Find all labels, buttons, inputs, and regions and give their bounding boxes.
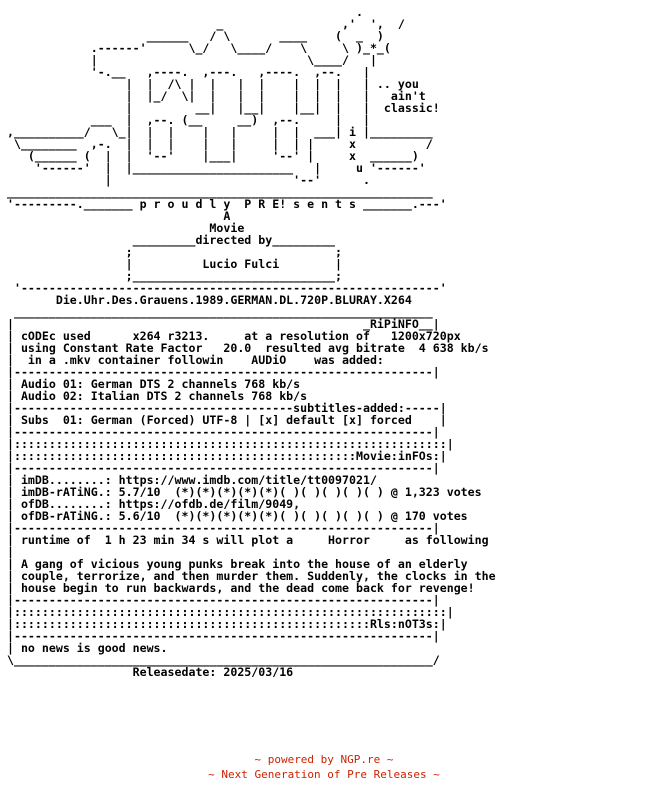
nfo-line: ______ / \ ____ ( _ ): [0, 29, 384, 43]
nfo-line: |------------------------------------------------------------|: [0, 521, 440, 535]
nfo-line: | Lucio Fulci |: [0, 257, 343, 271]
nfo-line: | imDB........: https://www.imdb.com/title/tt0097021/: [0, 473, 377, 487]
nfo-line: | | /\ | | | | | | | | .. you: [0, 77, 419, 91]
nfo-line: | ofDB........: https://ofdb.de/film/9049,: [0, 497, 301, 511]
nfo-line: ; ;: [0, 245, 343, 259]
nfo-line: | __| |__| |__| | | classic!: [0, 101, 440, 115]
nfo-line: _________directed by_________: [0, 233, 336, 247]
nfo-line: | no news is good news.: [0, 641, 168, 655]
nfo-line: |------------------------------------------------------------|: [0, 593, 440, 607]
nfo-line: ;_____________________________;: [0, 269, 343, 283]
nfo-line: | couple, terrorize, and then murder them. Suddenly, the clocks in the: [0, 569, 496, 583]
nfo-line: |------------------------------------------------------------|: [0, 629, 440, 643]
nfo-line: .: [0, 5, 363, 19]
nfo-line: ___ | ,--. (__ __) ,--. | |: [0, 113, 370, 127]
nfo-line: |::::::::::::::::::::::::::::::::::::::::::::::::::::::::::::::|: [0, 605, 454, 619]
nfo-line: .------' \_/ \____/ \ \ )_*_(: [0, 41, 391, 55]
nfo-line: |------------------------------------------------------------|: [0, 461, 440, 475]
nfo-line: _ ,' ', /: [0, 17, 405, 31]
nfo-line: Die.Uhr.Des.Grauens.1989.GERMAN.DL.720P.BLURAY.X264: [0, 293, 412, 307]
nfo-line: | A gang of vicious young punks break into the house of an elderly: [0, 557, 468, 571]
nfo-line: |::::::::::::::::::::::::::::::::::::::::::::::::::::::::::::::|: [0, 437, 454, 451]
nfo-text-block: [0, 6, 496, 678]
nfo-line: '------' | |_______________________ | u '------': [0, 161, 426, 175]
nfo-line: | runtime of 1 h 23 min 34 s will plot a Horror as following: [0, 533, 489, 547]
nfo-line: | Subs 01: German (Forced) UTF-8 | [x] default [x] forced |: [0, 413, 447, 427]
nfo-line: ____________________________________________________________: [0, 305, 433, 319]
nfo-line: ,__________/ \_| | | | | | | ___| i |_________: [0, 125, 433, 139]
footer: [0, 752, 648, 782]
nfo-line: |: [0, 545, 14, 559]
nfo-line: | in a .mkv container followin AUDiO was added:: [0, 353, 384, 367]
nfo-line: (______ ( | | '--' |___| '--' | x ______): [0, 149, 419, 163]
nfo-line: |:::::::::::::::::::::::::::::::::::::::::::::::::Movie:inFOs:|: [0, 449, 447, 463]
nfo-line: | using Constant Rate Factor 20.0 resulted avg bitrate 4 638 kb/s: [0, 341, 489, 355]
nfo-line: | Audio 01: German DTS 2 channels 768 kb/s: [0, 377, 301, 391]
nfo-line: '------------------------------------------------------------': [0, 281, 447, 295]
nfo-line: |------------------------------------------------------------|: [0, 365, 440, 379]
nfo-line: _____________________________________________________________: [0, 185, 433, 199]
nfo-line: | |_/ \| | | | | | | | ain't: [0, 89, 426, 103]
nfo-line: \____________________________________________________________/: [0, 653, 440, 667]
nfo-line: | ofDB-rATiNG.: 5.6/10 (*)(*)(*)(*)(*)( )( )( )( )( ) @ 170 votes: [0, 509, 468, 523]
nfo-line: A: [0, 209, 231, 223]
nfo-line: '-.__ ,----. ,---. ,----. ,--. |: [0, 65, 370, 79]
nfo-line: | cODEc used x264 r3213. at a resolution of 1200x720px: [0, 329, 461, 343]
tagline-text: ~ Next Generation of Pre Releases ~: [208, 768, 440, 781]
nfo-line: |:::::::::::::::::::::::::::::::::::::::::::::::::::Rls:nOT3s:|: [0, 617, 447, 631]
nfo-line: | '--' .: [0, 173, 370, 187]
nfo-line: \________ ,-. | | | | | | | | x /: [0, 137, 433, 151]
nfo-line: Movie: [0, 221, 245, 235]
nfo-line: |----------------------------------------subtitles-added:-----|: [0, 401, 447, 415]
nfo-line: |------------------------------------------------------------|: [0, 425, 440, 439]
nfo-line: | imDB-rATiNG.: 5.7/10 (*)(*)(*)(*)(*)( )( )( )( )( ) @ 1,323 votes: [0, 485, 482, 499]
nfo-line: '---------._______ p r o u d l y P R E! s e n t s _______.---': [0, 197, 447, 211]
powered-by-text: ~ powered by NGP.re ~: [254, 753, 394, 766]
nfo-line: Releasedate: 2025/03/16: [0, 665, 294, 679]
nfo-line: | _RiPiNFO__|: [0, 317, 440, 331]
nfo-line: | \____/ |: [0, 53, 377, 67]
nfo-line: | house begin to run backwards, and the dead come back for revenge!: [0, 581, 475, 595]
nfo-line: | Audio 02: Italian DTS 2 channels 768 kb/s: [0, 389, 308, 403]
